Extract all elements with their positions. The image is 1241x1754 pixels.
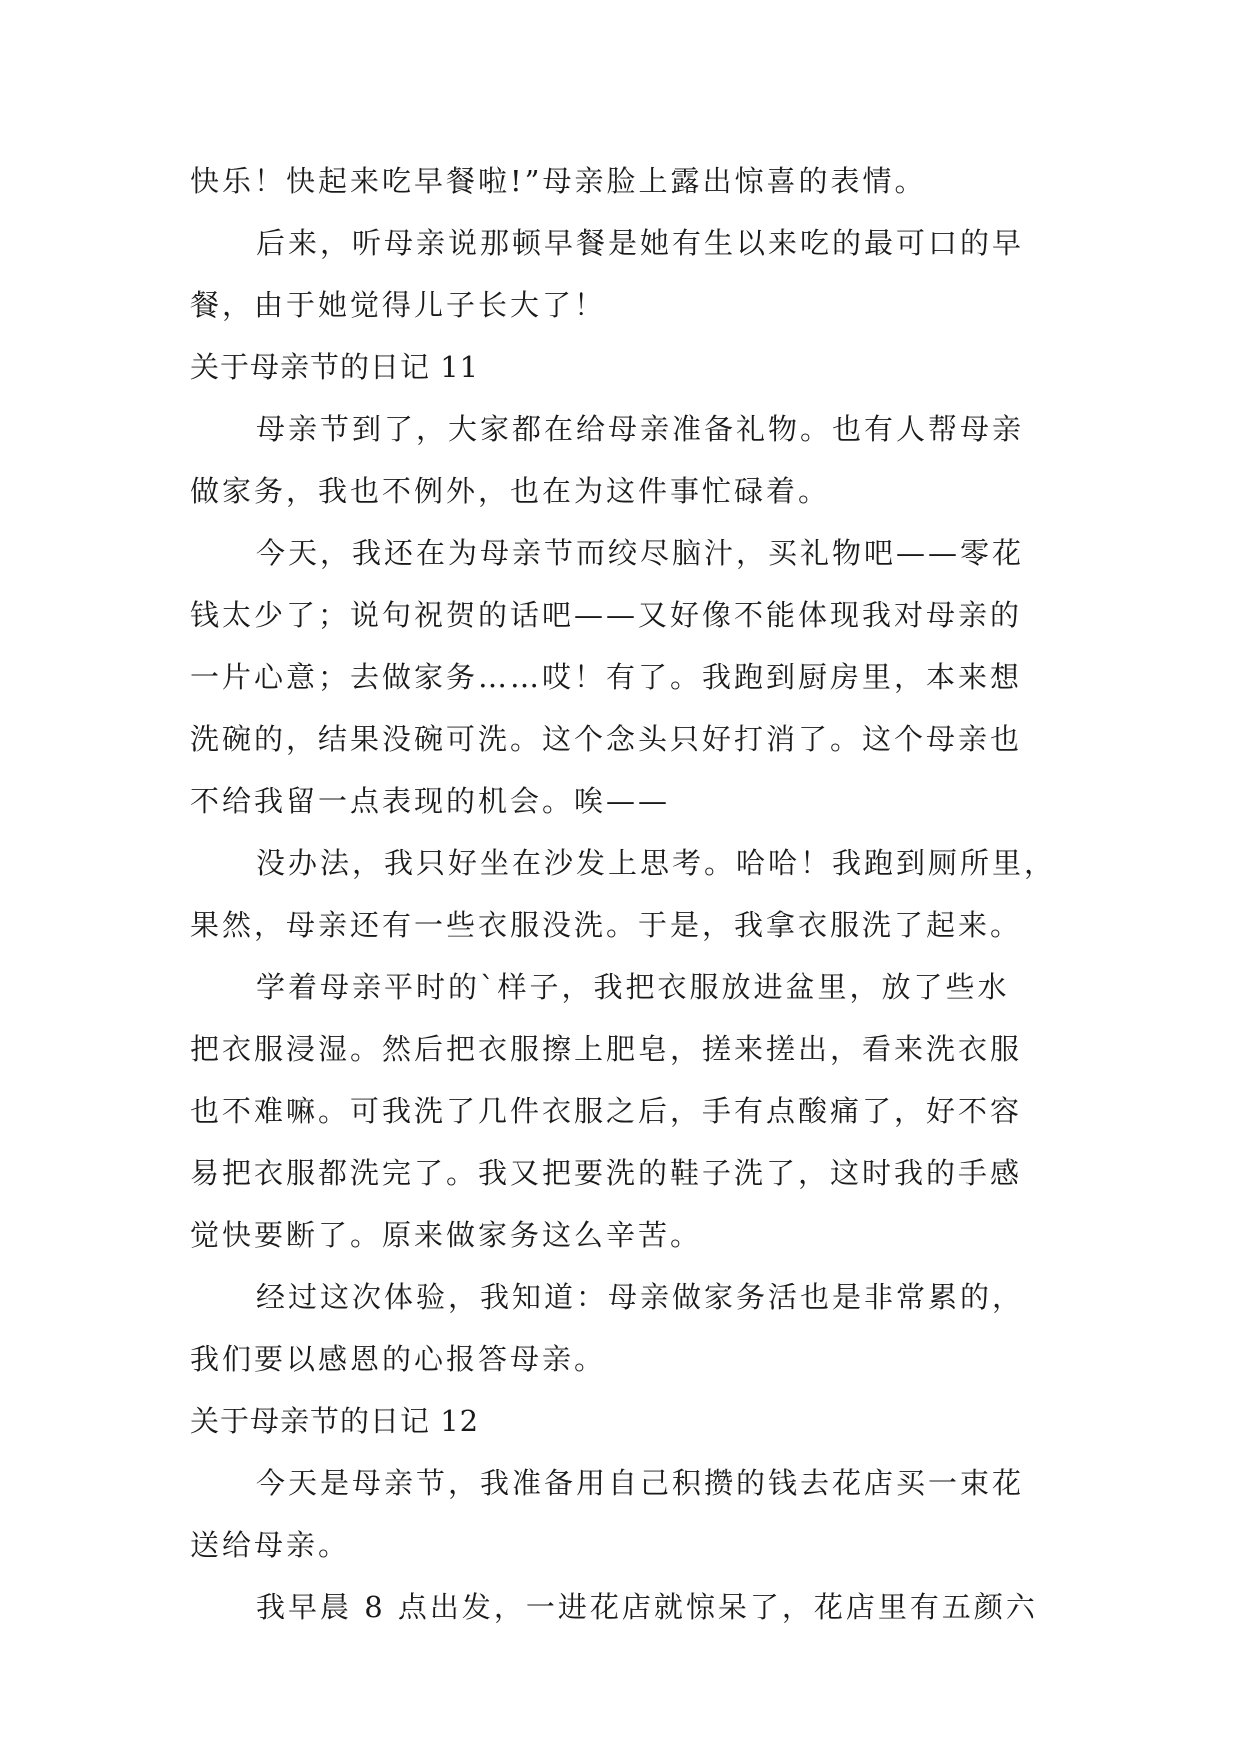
paragraph-line: 快乐！快起来吃早餐啦!”母亲脸上露出惊喜的表情。 [190,164,927,198]
paragraph-line: 易把衣服都洗完了。我又把要洗的鞋子洗了，这时我的手感 [190,1156,1023,1190]
paragraph-line: 母亲节到了，大家都在给母亲准备礼物。也有人帮母亲 [256,412,1025,446]
paragraph-line: 钱太少了；说句祝贺的话吧——又好像不能体现我对母亲的 [190,598,1023,632]
paragraph-line: 也不难嘛。可我洗了几件衣服之后，手有点酸痛了，好不容 [190,1094,1023,1128]
paragraph-line: 餐，由于她觉得儿子长大了！ [190,288,607,322]
paragraph-line: 今天是母亲节，我准备用自己积攒的钱去花店买一束花 [256,1466,1025,1500]
paragraph-line: 我早晨 8 点出发，一进花店就惊呆了，花店里有五颜六 [256,1590,1038,1624]
paragraph-line: 一片心意；去做家务……哎！有了。我跑到厨房里，本来想 [190,660,1023,694]
paragraph-line: 学着母亲平时的`样子，我把衣服放进盆里，放了些水 [256,970,1010,1004]
section-heading: 关于母亲节的日记 11 [190,350,480,384]
paragraph-line: 做家务，我也不例外，也在为这件事忙碌着。 [190,474,831,508]
paragraph-line: 经过这次体验，我知道：母亲做家务活也是非常累的， [256,1280,1025,1314]
paragraph-line: 没办法，我只好坐在沙发上思考。哈哈！我跑到厕所里， [256,846,1057,880]
paragraph-line: 觉快要断了。原来做家务这么辛苦。 [190,1218,703,1252]
paragraph-line: 送给母亲。 [190,1528,351,1562]
paragraph-line: 今天，我还在为母亲节而绞尽脑汁，买礼物吧——零花 [256,536,1025,570]
paragraph-line: 我们要以感恩的心报答母亲。 [190,1342,607,1376]
paragraph-line: 果然，母亲还有一些衣服没洗。于是，我拿衣服洗了起来。 [190,908,1023,942]
paragraph-line: 洗碗的，结果没碗可洗。这个念头只好打消了。这个母亲也 [190,722,1023,756]
paragraph-line: 不给我留一点表现的机会。唉—— [190,784,671,818]
paragraph-line: 后来，听母亲说那顿早餐是她有生以来吃的最可口的早 [256,226,1025,260]
section-heading: 关于母亲节的日记 12 [190,1404,480,1438]
paragraph-line: 把衣服浸湿。然后把衣服擦上肥皂，搓来搓出，看来洗衣服 [190,1032,1023,1066]
